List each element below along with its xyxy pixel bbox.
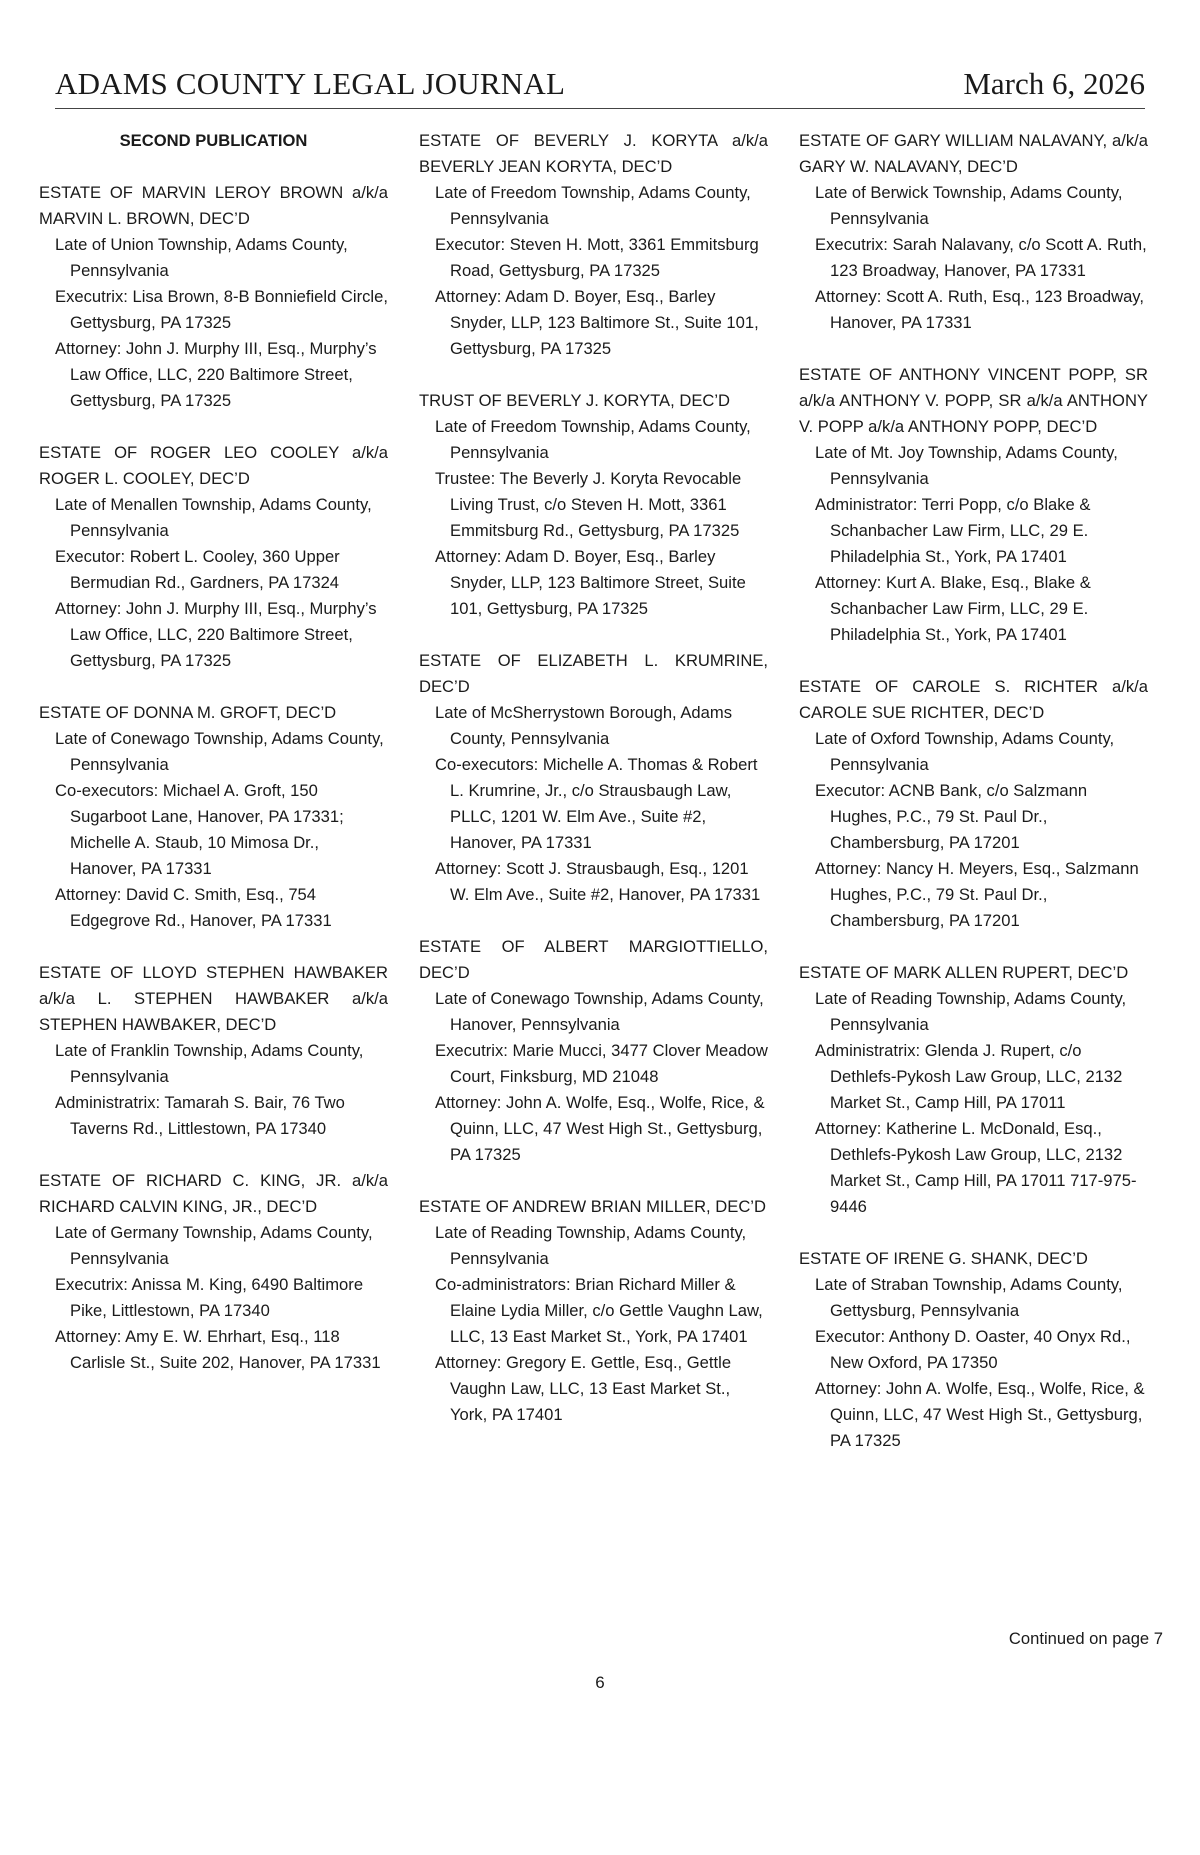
- representative-line: Executrix: Anissa M. King, 6490 Baltimore Pike, Littlestown, PA 17340: [55, 1275, 364, 1320]
- attorney-line: Attorney: John A. Wolfe, Esq., Wolfe, Rice, & Quinn, LLC, 47 West High St., Gettysburg, PA 17325: [815, 1379, 1145, 1450]
- attorney-line: Attorney: John J. Murphy III, Esq., Murphy’s Law Office, LLC, 220 Baltimore Street, Gettysburg, PA 17325: [55, 339, 377, 410]
- attorney-line: Attorney: Nancy H. Meyers, Esq., Salzmann Hughes, P.C., 79 St. Paul Dr., Chambersburg, PA 17201: [815, 859, 1139, 930]
- continued-note: Continued on page 7: [1008, 1629, 1163, 1648]
- estate-notice: [419, 934, 768, 1168]
- estate-notice: [799, 674, 1148, 934]
- estate-notice: [39, 700, 388, 934]
- representative-line: Co-executors: Michelle A. Thomas & Robert L. Krumrine, Jr., c/o Strausbaugh Law, PLLC, 1201 W. Elm Ave., Suite #2, Hanover, PA 17331: [435, 755, 758, 852]
- representative-line: Trustee: The Beverly J. Koryta Revocable Living Trust, c/o Steven H. Mott, 3361 Emmitsburg Rd., Gettysburg, PA 17325: [435, 469, 742, 540]
- residence-line: Late of Reading Township, Adams County, Pennsylvania: [435, 1223, 747, 1268]
- residence-line: Late of Union Township, Adams County, Pennsylvania: [55, 235, 348, 280]
- residence-line: Late of Berwick Township, Adams County, Pennsylvania: [815, 183, 1123, 228]
- representative-line: Executor: Robert L. Cooley, 360 Upper Bermudian Rd., Gardners, PA 17324: [55, 547, 340, 592]
- journal-date: March 6, 2026: [963, 66, 1145, 101]
- estate-title: ESTATE OF LLOYD STEPHEN HAWBAKER a/k/a L. STEPHEN HAWBAKER a/k/a STEPHEN HAWBAKER, DEC’D: [39, 963, 388, 1034]
- page-number: 6: [595, 1673, 605, 1692]
- estate-notice: [419, 1194, 768, 1428]
- attorney-line: Attorney: Adam D. Boyer, Esq., Barley Snyder, LLP, 123 Baltimore Street, Suite 101, Gettysburg, PA 17325: [435, 547, 746, 618]
- representative-line: Executrix: Marie Mucci, 3477 Clover Meadow Court, Finksburg, MD 21048: [435, 1041, 768, 1086]
- estate-title: ESTATE OF DONNA M. GROFT, DEC’D: [39, 703, 337, 722]
- journal-title: ADAMS COUNTY LEGAL JOURNAL: [55, 66, 566, 101]
- estate-title: ESTATE OF ELIZABETH L. KRUMRINE, DEC’D: [419, 651, 768, 696]
- representative-line: Executrix: Sarah Nalavany, c/o Scott A. Ruth, 123 Broadway, Hanover, PA 17331: [815, 235, 1147, 280]
- estate-notice: [419, 128, 768, 362]
- residence-line: Late of Reading Township, Adams County, Pennsylvania: [815, 989, 1127, 1034]
- representative-line: Administratrix: Glenda J. Rupert, c/o Dethlefs-Pykosh Law Group, LLC, 2132 Market St., Camp Hill, PA 17011: [815, 1041, 1123, 1112]
- estate-title: ESTATE OF ROGER LEO COOLEY a/k/a ROGER L. COOLEY, DEC’D: [39, 443, 388, 488]
- attorney-line: Attorney: Adam D. Boyer, Esq., Barley Snyder, LLP, 123 Baltimore St., Suite 101, Gettysburg, PA 17325: [435, 287, 759, 358]
- estate-title: ESTATE OF MARK ALLEN RUPERT, DEC’D: [799, 963, 1129, 982]
- residence-line: Late of Conewago Township, Adams County, Pennsylvania: [55, 729, 384, 774]
- attorney-line: Attorney: Scott A. Ruth, Esq., 123 Broadway, Hanover, PA 17331: [815, 287, 1144, 332]
- estate-notice: [799, 1246, 1148, 1454]
- residence-line: Late of Mt. Joy Township, Adams County, Pennsylvania: [815, 443, 1118, 488]
- estate-title: ESTATE OF MARVIN LEROY BROWN a/k/a MARVIN L. BROWN, DEC’D: [39, 183, 388, 228]
- estate-title: ESTATE OF BEVERLY J. KORYTA a/k/a BEVERLY JEAN KORYTA, DEC’D: [419, 131, 768, 176]
- residence-line: Late of Conewago Township, Adams County, Hanover, Pennsylvania: [435, 989, 764, 1034]
- attorney-line: Attorney: Amy E. W. Ehrhart, Esq., 118 Carlisle St., Suite 202, Hanover, PA 17331: [55, 1327, 381, 1372]
- estate-notice: [39, 440, 388, 674]
- column-1: [39, 128, 388, 1402]
- residence-line: Late of Germany Township, Adams County, Pennsylvania: [55, 1223, 373, 1268]
- attorney-line: Attorney: Katherine L. McDonald, Esq., Dethlefs-Pykosh Law Group, LLC, 2132 Market St., Camp Hill, PA 17011 717-975-9446: [815, 1119, 1137, 1216]
- trust-title: TRUST OF BEVERLY J. KORYTA, DEC’D: [419, 391, 731, 410]
- estate-notice: [419, 648, 768, 908]
- estate-notice: [799, 362, 1148, 648]
- trust-notice: [419, 388, 768, 622]
- column-2: [419, 128, 768, 1454]
- attorney-line: Attorney: Gregory E. Gettle, Esq., Gettle Vaughn Law, LLC, 13 East Market St., York, PA 17401: [435, 1353, 732, 1424]
- estate-title: ESTATE OF RICHARD C. KING, JR. a/k/a RICHARD CALVIN KING, JR., DEC’D: [39, 1171, 388, 1216]
- estate-title: ESTATE OF ANTHONY VINCENT POPP, SR a/k/a ANTHONY V. POPP, SR a/k/a ANTHONY V. POPP a/k/a ANTHONY POPP, DEC’D: [799, 365, 1148, 436]
- attorney-line: Attorney: Scott J. Strausbaugh, Esq., 1201 W. Elm Ave., Suite #2, Hanover, PA 17331: [435, 859, 761, 904]
- attorney-line: Attorney: John A. Wolfe, Esq., Wolfe, Rice, & Quinn, LLC, 47 West High St., Gettysburg, PA 17325: [435, 1093, 765, 1164]
- estate-notice: [799, 960, 1148, 1220]
- representative-line: Executor: Steven H. Mott, 3361 Emmitsburg Road, Gettysburg, PA 17325: [435, 235, 759, 280]
- representative-line: Co-executors: Michael A. Groft, 150 Sugarboot Lane, Hanover, PA 17331; Michelle A. Staub, 10 Mimosa Dr., Hanover, PA 17331: [55, 781, 344, 878]
- residence-line: Late of Straban Township, Adams County, Gettysburg, Pennsylvania: [815, 1275, 1123, 1320]
- journal-header: [55, 62, 1145, 109]
- estate-notice: [39, 180, 388, 414]
- residence-line: Late of Franklin Township, Adams County, Pennsylvania: [55, 1041, 364, 1086]
- residence-line: Late of Freedom Township, Adams County, Pennsylvania: [435, 417, 751, 462]
- representative-line: Co-administrators: Brian Richard Miller & Elaine Lydia Miller, c/o Gettle Vaughn Law, LLC, 13 East Market St., York, PA 17401: [435, 1275, 763, 1346]
- estate-notice: [39, 1168, 388, 1376]
- representative-line: Executor: ACNB Bank, c/o Salzmann Hughes, P.C., 79 St. Paul Dr., Chambersburg, PA 17201: [815, 781, 1088, 852]
- representative-line: Administrator: Terri Popp, c/o Blake & Schanbacher Law Firm, LLC, 29 E. Philadelphia St., York, PA 17401: [815, 495, 1091, 566]
- estate-notice: [39, 960, 388, 1142]
- representative-line: Executrix: Lisa Brown, 8-B Bonniefield Circle, Gettysburg, PA 17325: [55, 287, 388, 332]
- estate-title: ESTATE OF ANDREW BRIAN MILLER, DEC’D: [419, 1197, 766, 1216]
- estate-title: ESTATE OF IRENE G. SHANK, DEC’D: [799, 1249, 1088, 1268]
- residence-line: Late of Freedom Township, Adams County, Pennsylvania: [435, 183, 751, 228]
- residence-line: Late of Oxford Township, Adams County, Pennsylvania: [815, 729, 1115, 774]
- representative-line: Administratrix: Tamarah S. Bair, 76 Two Taverns Rd., Littlestown, PA 17340: [55, 1093, 345, 1138]
- estate-title: ESTATE OF GARY WILLIAM NALAVANY, a/k/a GARY W. NALAVANY, DEC’D: [799, 131, 1148, 176]
- attorney-line: Attorney: David C. Smith, Esq., 754 Edgegrove Rd., Hanover, PA 17331: [55, 885, 332, 930]
- estate-title: ESTATE OF ALBERT MARGIOTTIELLO, DEC’D: [419, 937, 768, 982]
- estate-title: ESTATE OF CAROLE S. RICHTER a/k/a CAROLE SUE RICHTER, DEC’D: [799, 677, 1148, 722]
- attorney-line: Attorney: Kurt A. Blake, Esq., Blake & Schanbacher Law Firm, LLC, 29 E. Philadelphia St., York, PA 17401: [815, 573, 1091, 644]
- representative-line: Executor: Anthony D. Oaster, 40 Onyx Rd., New Oxford, PA 17350: [815, 1327, 1131, 1372]
- residence-line: Late of McSherrystown Borough, Adams County, Pennsylvania: [435, 703, 732, 748]
- section-heading: SECOND PUBLICATION: [119, 131, 308, 150]
- residence-line: Late of Menallen Township, Adams County, Pennsylvania: [55, 495, 372, 540]
- estate-notice: [799, 128, 1148, 336]
- column-3: [799, 128, 1148, 1480]
- attorney-line: Attorney: John J. Murphy III, Esq., Murphy’s Law Office, LLC, 220 Baltimore Street, Gettysburg, PA 17325: [55, 599, 377, 670]
